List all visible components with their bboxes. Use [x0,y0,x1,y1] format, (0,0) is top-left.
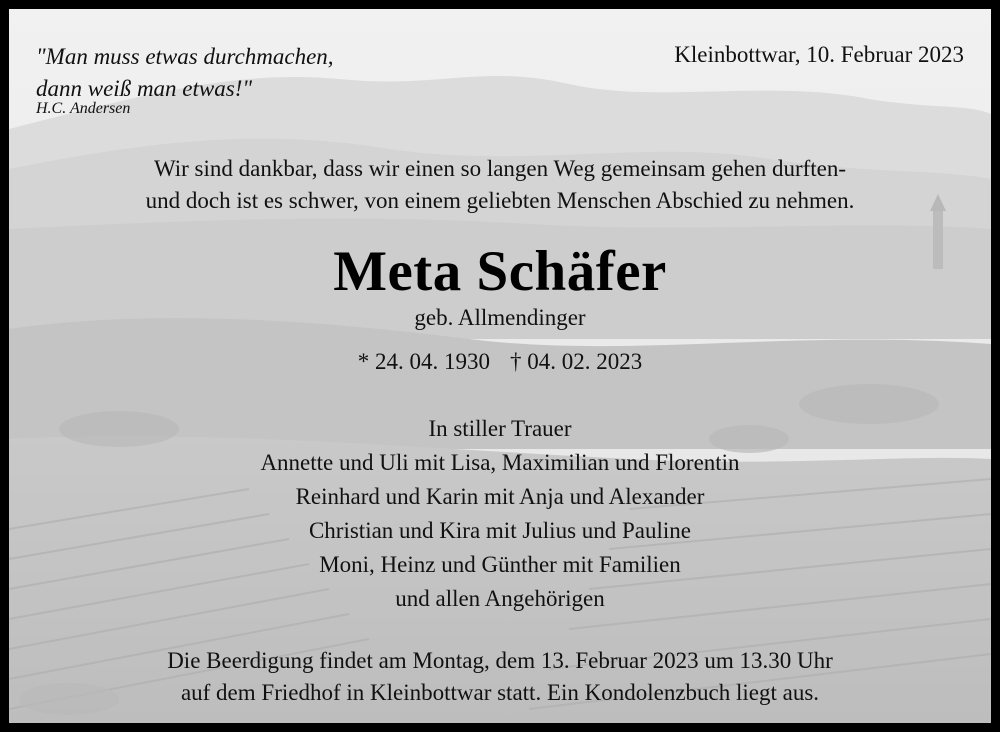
quote-author: H.C. Andersen [36,100,131,117]
mourner-line: und allen Angehörigen [395,586,605,611]
intro-line: und doch ist es schwer, von einem geliebten Menschen Abschied zu nehmen. [145,188,855,213]
deceased-name: Meta Schäfer [333,240,667,303]
quote [36,41,334,105]
intro-text [9,153,991,217]
mourner-line: Moni, Heinz und Günther mit Familien [319,552,681,577]
quote-line: dann weiß man etwas!" [36,76,253,101]
intro-line: Wir sind dankbar, dass wir einen so langen Weg gemeinsam gehen durften- [153,156,847,181]
birth-name: geb. Allmendinger [414,305,586,330]
funeral-line: auf dem Friedhof in Kleinbottwar statt. Ein Kondolenzbuch liegt aus. [180,680,820,705]
mourner-line: Annette und Uli mit Lisa, Maximilian und Florentin [260,450,740,475]
place-date: Kleinbottwar, 10. Februar 2023 [674,42,964,67]
quote-line: "Man muss etwas durchmachen, [36,44,334,69]
death-date: † 04. 02. 2023 [510,349,643,374]
mourners-heading: In stiller Trauer [428,416,572,441]
mourner-line: Reinhard und Karin mit Anja und Alexander [295,484,705,509]
birth-date: * 24. 04. 1930 [357,349,490,374]
mourners-list [9,412,991,616]
life-dates [9,349,991,375]
mourner-line: Christian und Kira mit Julius und Pauline [308,518,692,543]
funeral-notice [9,645,991,709]
funeral-line: Die Beerdigung findet am Montag, dem 13. Februar 2023 um 13.30 Uhr [167,648,833,673]
